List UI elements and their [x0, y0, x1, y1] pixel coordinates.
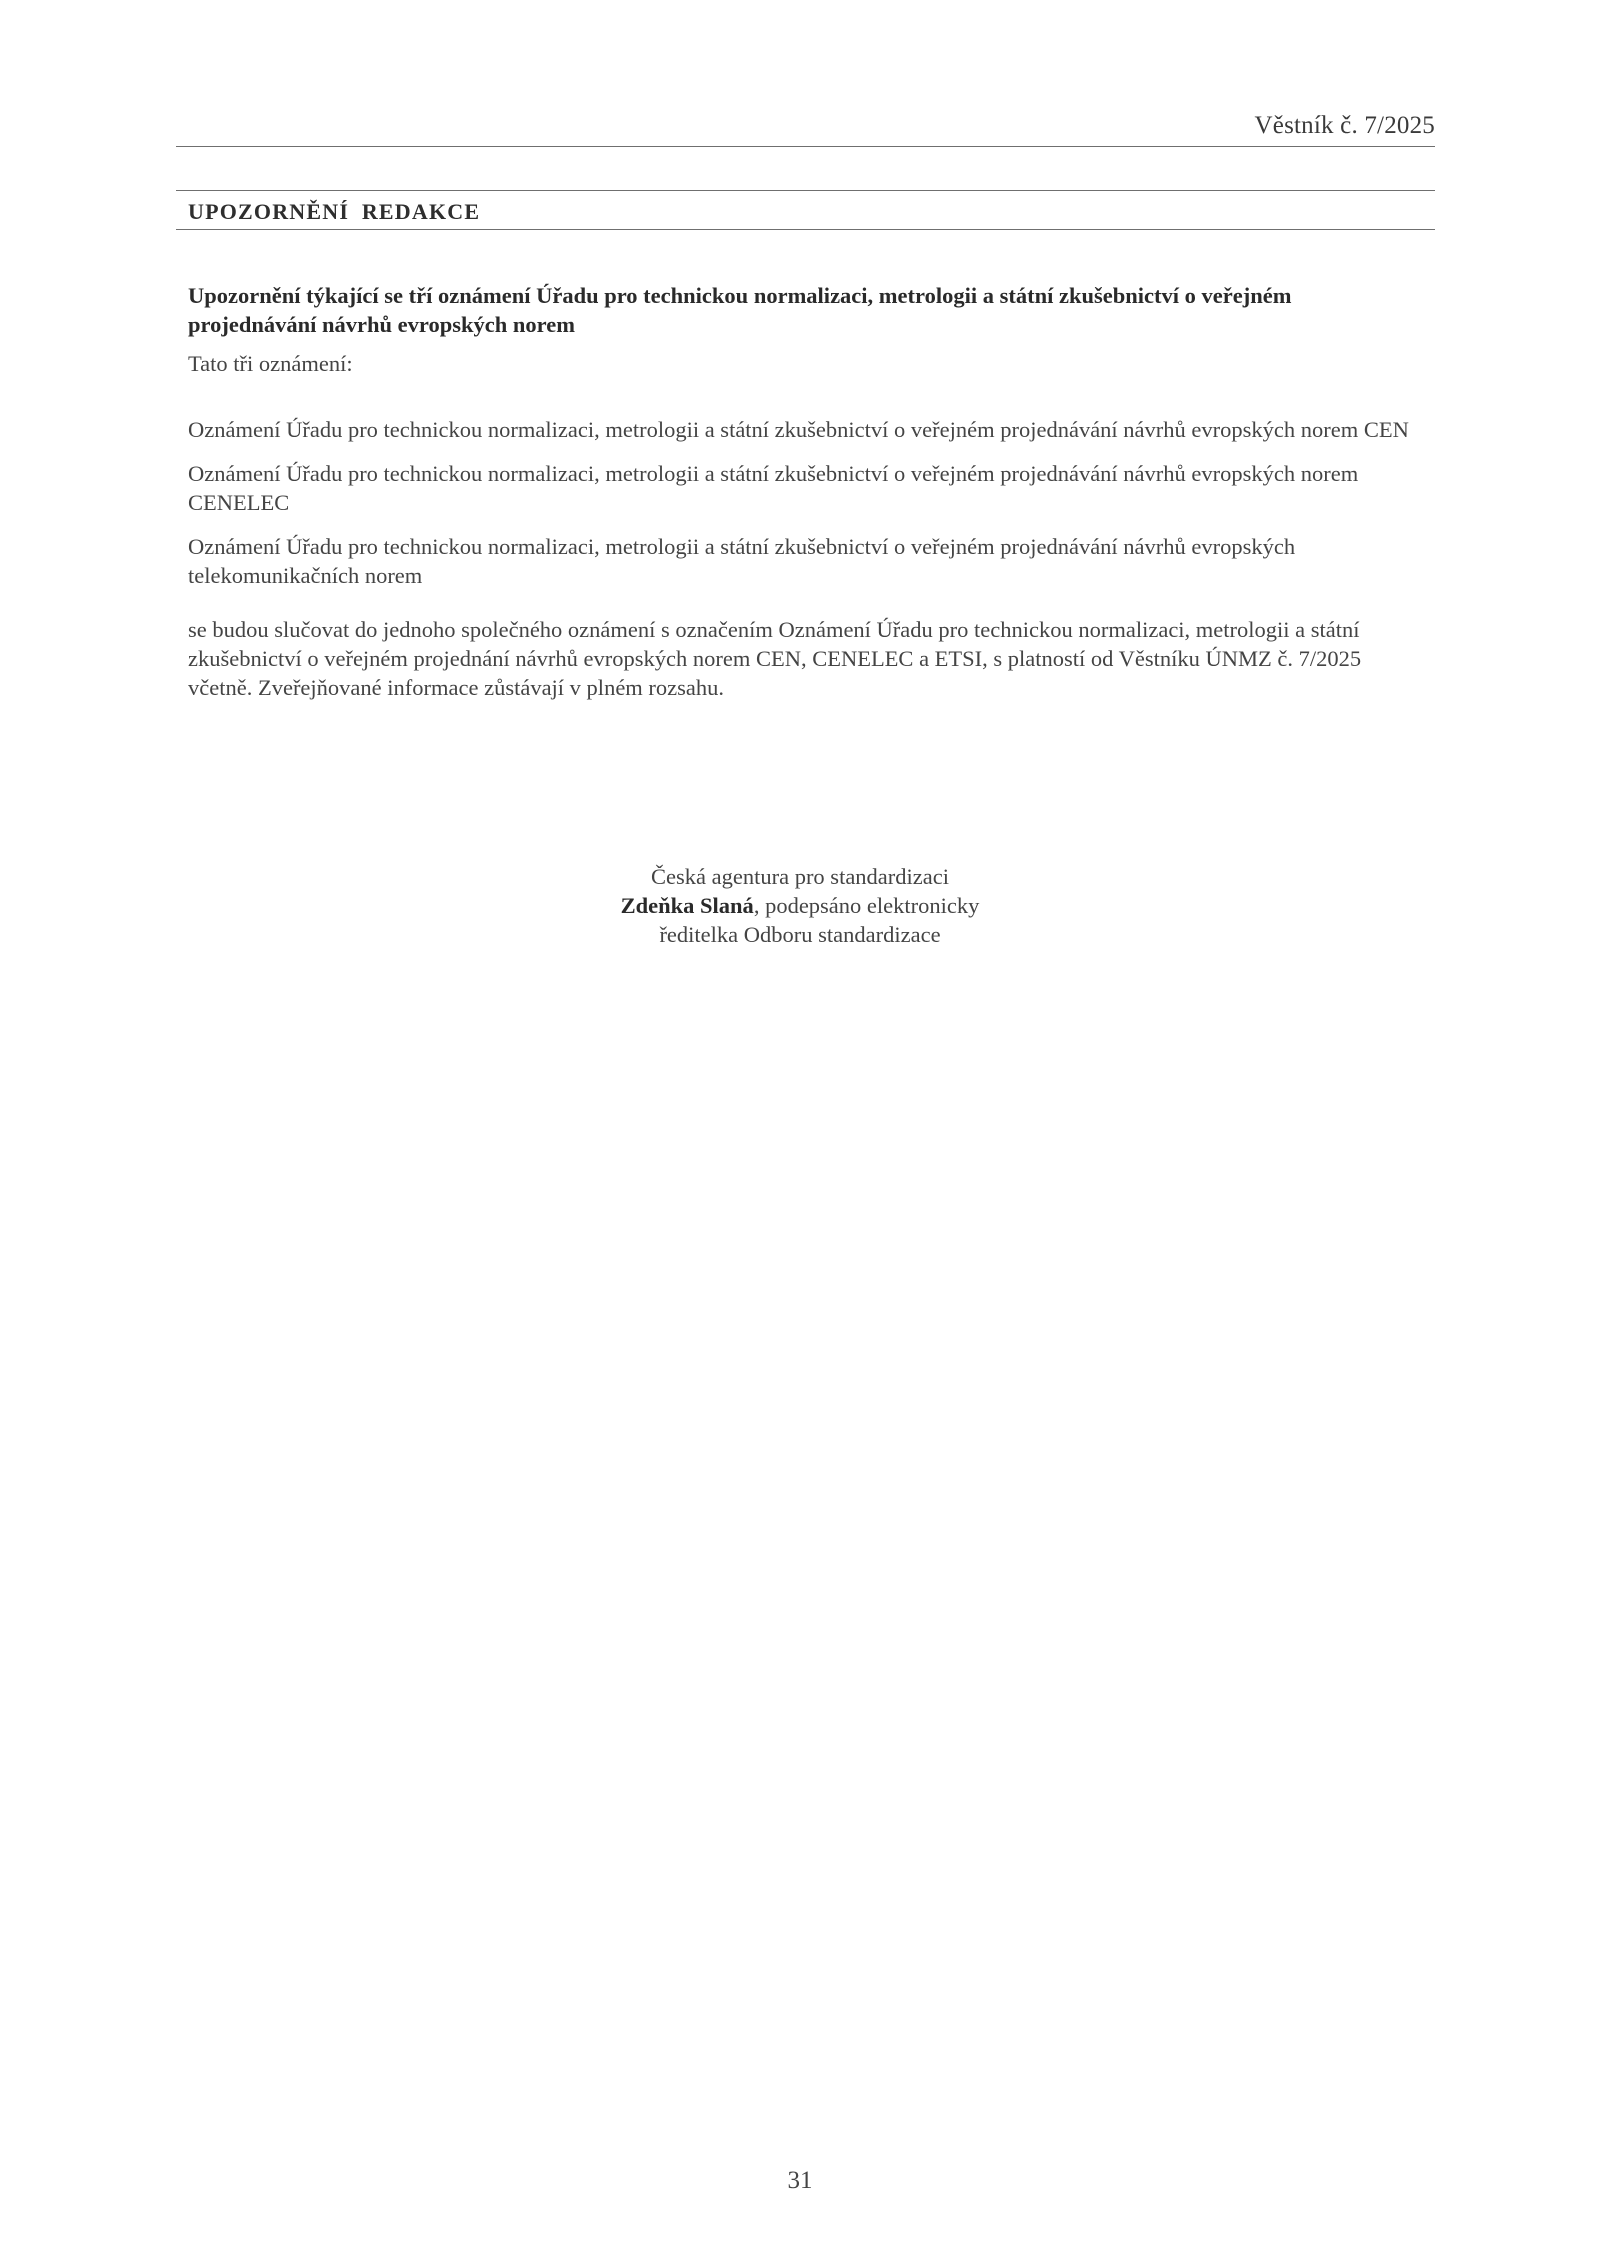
signature-signed-note: , podepsáno elektronicky [753, 893, 980, 918]
notice-title: Upozornění týkající se tří oznámení Úřadu pro technickou normalizaci, metrologii a státní zkušebnictví o veřejném projednávání návrhů evropských norem [188, 283, 1292, 337]
notice-list-item: Oznámení Úřadu pro technickou normalizaci, metrologii a státní zkušebnictví o veřejném projednávání návrhů evropských norem CEN [188, 417, 1409, 442]
page-number: 31 [787, 2167, 813, 2194]
running-header: Věstník č. 7/2025 [1254, 112, 1435, 139]
signature-block [0, 862, 1600, 949]
header-divider [176, 146, 1435, 147]
notice-conclusion: se budou slučovat do jednoho společného oznámení s označením Oznámení Úřadu pro technickou normalizaci, metrologii a státní zkušebnictví o veřejném projednání návrhů evropských norem CEN, CENELEC a ETSI, s platností od Věstníku ÚNMZ č. 7/2025 včetně. Zveřejňované informace zůstávají v plném rozsahu. [188, 617, 1362, 700]
notice-body [188, 281, 1410, 702]
notice-list-item: Oznámení Úřadu pro technickou normalizaci, metrologii a státní zkušebnictví o veřejném projednávání návrhů evropských norem CENELEC [188, 461, 1359, 515]
notice-list [188, 415, 1410, 590]
notice-list-item: Oznámení Úřadu pro technickou normalizaci, metrologii a státní zkušebnictví o veřejném projednávání návrhů evropských telekomunikačních norem [188, 534, 1296, 588]
section-heading: UPOZORNĚNÍ REDAKCE [188, 199, 481, 224]
section-divider-bottom [176, 229, 1435, 230]
notice-intro: Tato tři oznámení: [188, 351, 353, 376]
section-divider-top [176, 190, 1435, 191]
signature-role: ředitelka Odboru standardizace [659, 922, 941, 947]
signature-name: Zdeňka Slaná [620, 893, 754, 918]
signature-signer-line [0, 891, 1600, 920]
signature-organization: Česká agentura pro standardizaci [651, 864, 949, 889]
